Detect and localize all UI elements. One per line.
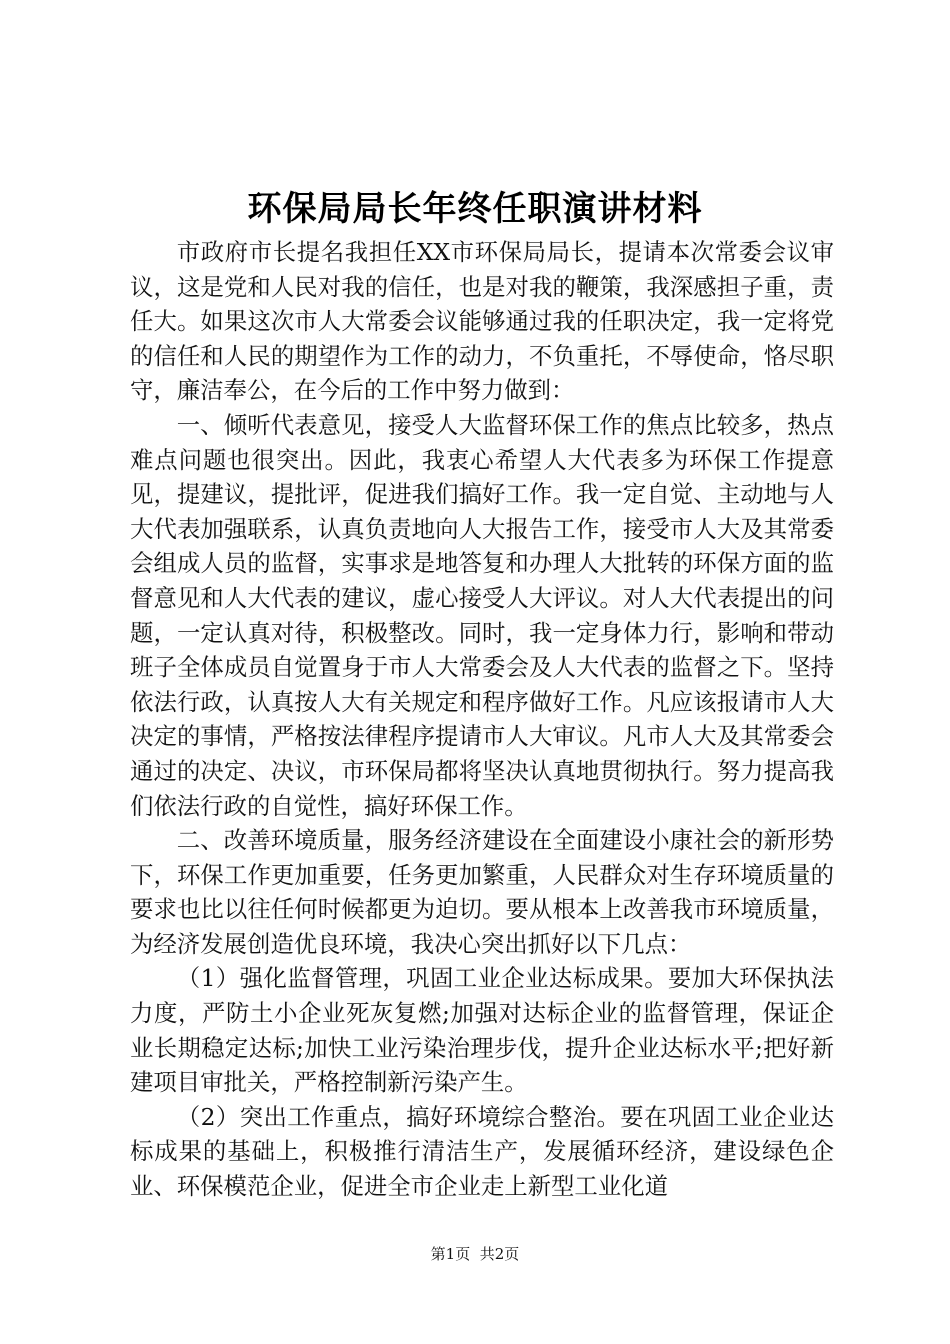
paragraph-item-one: （1）强化监督管理，巩固工业企业达标成果。要加大环保执法力度，严防土小企业死灰复燃;加强对达标企业的监督管理，保证企业长期稳定达标;加快工业污染治理步伐，提升企业达标水平;把好新建项目审批关，严格控制新污染产生。: [130, 964, 834, 1097]
paragraph-section-one: 一、倾听代表意见，接受人大监督环保工作的焦点比较多，热点难点问题也很突出。因此，我衷心希望人大代表多为环保工作提意见，提建议，提批评，促进我们搞好工作。我一定自觉、主动地与人大代表加强联系，认真负责地向人大报告工作，接受市人大及其常委会组成人员的监督，实事求是地答复和办理人大批转的环保方面的监督意见和人大代表的建议，虚心接受人大评议。对人大代表提出的问题，一定认真对待，积极整改。同时，我一定身体力行，影响和带动班子全体成员自觉置身于市人大常委会及人大代表的监督之下。坚持依法行政，认真按人大有关规定和程序做好工作。凡应该报请市人大决定的事情，严格按法律程序提请市人大审议。凡市人大及其常委会通过的决定、决议，市环保局都将坚决认真地贯彻执行。努力提高我们依法行政的自觉性，搞好环保工作。: [130, 410, 834, 820]
document-body: [130, 235, 834, 1204]
document-title: 环保局局长年终任职演讲材料: [247, 189, 703, 229]
paragraph-item-two: （2）突出工作重点，搞好环境综合整治。要在巩固工业企业达标成果的基础上，积极推行清洁生产，发展循环经济，建设绿色企业、环保模范企业，促进全市企业走上新型工业化道: [130, 1102, 834, 1201]
footer-separator: [470, 1245, 480, 1263]
page-footer: [0, 1244, 950, 1264]
paragraph-section-two: 二、改善环境质量，服务经济建设在全面建设小康社会的新形势下，环保工作更加重要，任务更加繁重，人民群众对生存环境质量的要求也比以往任何时候都更为迫切。要从根本上改善我市环境质量，为经济发展创造优良环境，我决心突出抓好以下几点：: [130, 826, 834, 958]
page-number: 第1页: [430, 1245, 471, 1263]
page-total: 共2页: [479, 1245, 520, 1263]
paragraph-intro: 市政府市长提名我担任XX市环保局局长，提请本次常委会议审议，这是党和人民对我的信任，也是对我的鞭策，我深感担子重，责任大。如果这次市人大常委会议能够通过我的任职决定，我一定将党的信任和人民的期望作为工作的动力，不负重托，不辱使命，恪尽职守，廉洁奉公，在今后的工作中努力做到：: [130, 238, 834, 405]
